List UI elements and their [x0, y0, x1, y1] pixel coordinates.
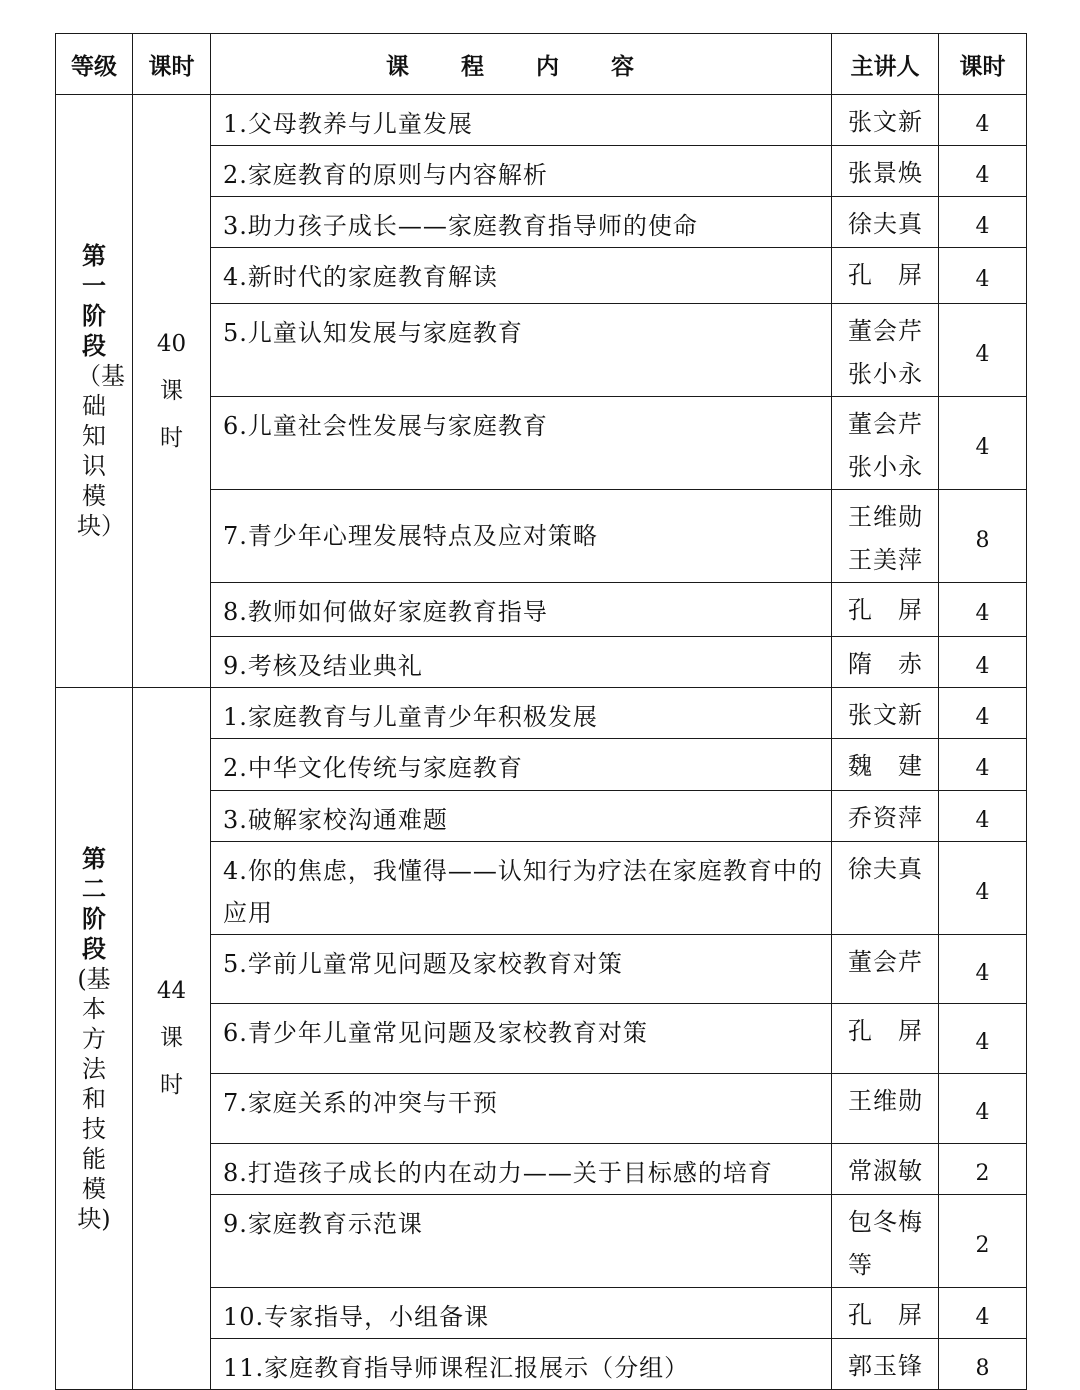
course-content: 2.中华文化传统与家庭教育: [211, 739, 832, 791]
table-row: [56, 688, 1027, 739]
course-content: 8.教师如何做好家庭教育指导: [211, 583, 832, 637]
course-hours: 4: [939, 688, 1027, 739]
course-speaker: 徐夫真: [832, 842, 939, 935]
course-speaker: 王维勋: [832, 1074, 939, 1144]
course-hours: 4: [939, 146, 1027, 197]
course-hours: 2: [939, 1195, 1027, 1288]
course-hours: 4: [939, 842, 1027, 935]
course-hours: 4: [939, 1004, 1027, 1074]
course-content: 1.家庭教育与儿童青少年积极发展: [211, 688, 832, 739]
course-speaker: 隋 赤: [832, 637, 939, 688]
course-speaker: 孔 屏: [832, 248, 939, 304]
course-speaker: 徐夫真: [832, 197, 939, 248]
course-hours: 2: [939, 1144, 1027, 1195]
header-hours: 课时: [939, 34, 1027, 95]
stage-2-total-text: 44课时: [156, 978, 187, 1098]
course-content: 3.破解家校沟通难题: [211, 791, 832, 842]
stage-1-label: [56, 95, 133, 688]
course-speaker: 魏 建: [832, 739, 939, 791]
course-content: 3.助力孩子成长——家庭教育指导师的使命: [211, 197, 832, 248]
table-row: [56, 95, 1027, 146]
course-speaker: 王维勋 王美萍: [832, 490, 939, 583]
stage-2-title: 第二阶段: [82, 844, 106, 963]
course-hours: 4: [939, 248, 1027, 304]
course-speaker: 乔资萍: [832, 791, 939, 842]
course-hours: 4: [939, 397, 1027, 490]
course-hours: 4: [939, 1074, 1027, 1144]
course-content: 6.儿童社会性发展与家庭教育: [211, 397, 832, 490]
course-content: 2.家庭教育的原则与内容解析: [211, 146, 832, 197]
table-header-row: [56, 34, 1027, 95]
course-hours: 4: [939, 197, 1027, 248]
course-schedule-table: [55, 33, 1027, 1390]
course-content: 8.打造孩子成长的内在动力——关于目标感的培育: [211, 1144, 832, 1195]
course-content: 11.家庭教育指导师课程汇报展示（分组）: [211, 1339, 832, 1390]
course-content: 9.家庭教育示范课: [211, 1195, 832, 1288]
course-hours: 8: [939, 490, 1027, 583]
course-content: 5.儿童认知发展与家庭教育: [211, 304, 832, 397]
course-hours: 4: [939, 739, 1027, 791]
stage-1-title: 第一阶段: [82, 242, 106, 360]
stage-2-subtitle: (基本方法和技能模块): [77, 964, 111, 1233]
course-hours: 4: [939, 583, 1027, 637]
course-content: 9.考核及结业典礼: [211, 637, 832, 688]
course-hours: 4: [939, 1288, 1027, 1339]
stage-1-subtitle: （基础知识模块）: [77, 362, 125, 540]
course-content: 6.青少年儿童常见问题及家校教育对策: [211, 1004, 832, 1074]
course-content: 1.父母教养与儿童发展: [211, 95, 832, 146]
course-hours: 4: [939, 95, 1027, 146]
course-content: 4.新时代的家庭教育解读: [211, 248, 832, 304]
course-speaker: 孔 屏: [832, 1004, 939, 1074]
course-content: 7.家庭关系的冲突与干预: [211, 1074, 832, 1144]
course-speaker: 郭玉锋: [832, 1339, 939, 1390]
course-content: 7.青少年心理发展特点及应对策略: [211, 490, 832, 583]
course-speaker: 张景焕: [832, 146, 939, 197]
course-speaker: 常淑敏: [832, 1144, 939, 1195]
course-hours: 4: [939, 304, 1027, 397]
course-speaker: 董会芹 张小永: [832, 397, 939, 490]
stage-2-label: [56, 688, 133, 1390]
header-content: 课 程 内 容: [211, 34, 832, 95]
header-speaker: 主讲人: [832, 34, 939, 95]
header-class-hours: 课时: [133, 34, 211, 95]
course-content: 5.学前儿童常见问题及家校教育对策: [211, 935, 832, 1004]
course-speaker: 董会芹 张小永: [832, 304, 939, 397]
course-hours: 4: [939, 935, 1027, 1004]
stage-1-total-text: 40课时: [156, 330, 187, 451]
course-speaker: 包冬梅等: [832, 1195, 939, 1288]
course-hours: 4: [939, 791, 1027, 842]
course-speaker: 董会芹: [832, 935, 939, 1004]
course-speaker: 张文新: [832, 95, 939, 146]
course-content: 10.专家指导，小组备课: [211, 1288, 832, 1339]
course-speaker: 孔 屏: [832, 583, 939, 637]
course-content: 4.你的焦虑，我懂得——认知行为疗法在家庭教育中的应用: [211, 842, 832, 935]
course-speaker: 张文新: [832, 688, 939, 739]
course-speaker: 孔 屏: [832, 1288, 939, 1339]
header-level: 等级: [56, 34, 133, 95]
course-hours: 8: [939, 1339, 1027, 1390]
stage-1-total: [133, 95, 211, 688]
stage-2-total: [133, 688, 211, 1390]
course-hours: 4: [939, 637, 1027, 688]
